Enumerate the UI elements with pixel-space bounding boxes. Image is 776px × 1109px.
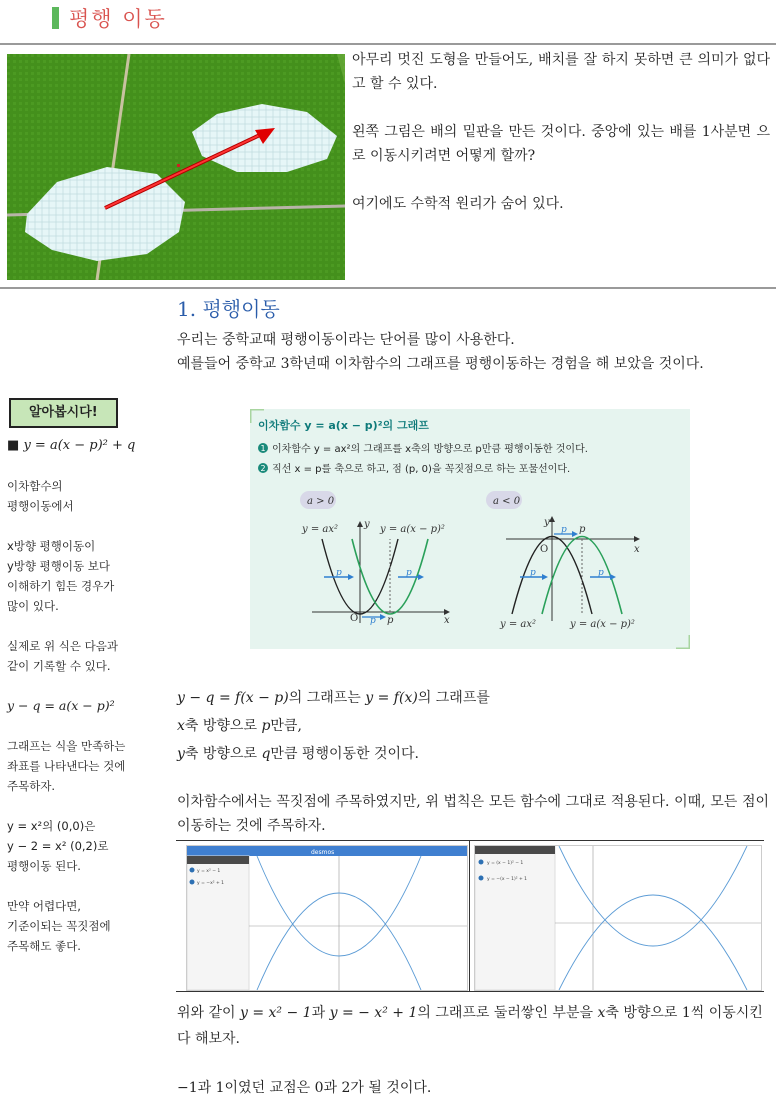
sidebar-note-text: 만약 어렵다면, 기준이되는 꼭짓점에 주목해도 좋다. [7,899,111,953]
sidebar-note-text: 그래프는 식을 만족하는 좌표를 나타낸다는 것에 주목하자. [7,739,126,793]
rule-text: 축 방향으로 [184,746,262,762]
hero-image [7,54,345,280]
rule-math: p [261,718,271,734]
sidebar-note-text: 실제로 위 식은 다음과 같이 기록할 수 있다. [7,639,118,673]
page-header [52,4,167,32]
rule-text: 의 그래프는 [288,690,366,706]
origin-label-left: O [350,613,359,624]
section-intro [177,328,769,376]
graph-screenshots [176,840,764,992]
screenshot-divider [469,841,470,991]
p-label-right: p [579,524,586,535]
paragraph-general-rule [177,790,769,838]
desmos-graph-shifted [475,846,761,990]
page-title: 평행 이동 [69,7,167,31]
shift-label: p [370,616,376,626]
intro-line: 우리는 중학교때 평행이동이라는 단어를 많이 사용한다. [177,332,515,348]
x-axis-label-left: x [444,615,450,626]
y-axis-label-right: y [544,517,550,528]
hero-paragraph: 아무리 멋진 도형을 만들어도, 배치를 잘 하지 못하면 큰 의미가 없다고 할 수 있다. [352,52,770,92]
rule-text: 의 그래프를 [417,690,490,706]
paragraph-text: 위와 같이 [177,1005,240,1021]
sidebar-badge: 알아봅시다! [9,398,118,428]
expression-1: y = x² − 1 [197,869,221,874]
x-axis-label-right: x [634,544,640,555]
sidebar-formula-row [7,436,155,456]
label-axp-left: y = a(x − p)² [380,524,445,535]
case-left-label: a > 0 [307,496,335,507]
svg-text:1: 1 [260,444,266,453]
shift-label: p [336,568,342,578]
rule-math: y − q = f(x − p) [177,690,289,706]
sidebar-note-text: y = x²의 (0,0)은 y − 2 = x² (0,2)로 평행이동 된다. [7,819,109,873]
section-divider [0,287,776,289]
paragraph-text: 의 그래프로 둘러쌓인 부분을 [417,1005,598,1021]
shift-label: p [530,568,536,578]
hero-paragraph: 여기에도 수학적 원리가 숨어 있다. [352,196,564,212]
paragraph-text: 이차함수에서는 꼭짓점에 주목하였지만, 위 법칙은 모든 함수에 그대로 적용된다. 이때, 모든 점이 이동하는 것에 주목하자. [177,794,769,834]
rule-text: 축 방향으로 [184,718,262,734]
graph-screenshot-shifted [474,845,762,991]
inline-math: x [597,1005,606,1021]
hero-intro-text [352,48,770,240]
paragraph-text: −1과 1이였던 교점은 0과 2가 될 것이다. [177,1080,432,1096]
origin-label-right: O [540,544,549,555]
label-ax2-right: y = ax² [500,619,536,630]
intro-line: 예를들어 중학교 3학년때 이차함수의 그래프를 평행이동하는 경험을 해 보았을 것이다. [177,356,704,372]
translation-rule [177,684,769,768]
inline-math: y = x² − 1 [240,1005,312,1021]
paragraph-conclusion [177,1076,769,1100]
ship-floor-illustration [7,54,345,280]
rule-math: q [261,746,271,762]
hero-paragraph: 왼쪽 그림은 배의 밑판을 만든 것이다. 중앙에 있는 배를 1사분면 으로 이동시키려면 어떻게 할까? [352,124,770,164]
rule-math: x [177,718,185,734]
section-title: 1. 평행이동 [177,297,280,321]
sidebar-formula-shift: y − q = a(x − p)² [7,698,115,713]
desmos-graph-original [187,846,467,990]
rule-math: y [177,746,185,762]
p-label-left: p [387,615,394,626]
header-divider [0,43,776,45]
paragraph-text: 축 방향으로 1씩 이동시킨다 해보자. [177,1005,763,1047]
rule-text: 만큼 평행이동한 것이다. [270,746,420,762]
square-bullet-icon: ■ [7,438,20,453]
svg-text:2: 2 [260,464,266,473]
figure-item-2: 직선 x = p를 축으로 하고, 점 (p, 0)을 꼭짓점으로 하는 포물선이다. [272,464,571,475]
sidebar-note-text: x방향 평행이동이 y방향 평행이동 보다 이해하기 힘든 경우가 많이 있다. [7,539,115,613]
case-right-label: a < 0 [493,496,521,507]
expression-2: y = −x² + 1 [197,881,225,886]
shift-label: p [406,568,412,578]
figure-item-1: 이차함수 y = ax²의 그래프를 x축의 방향으로 p만큼 평행이동한 것이다. [272,444,588,455]
paragraph-exercise [177,1000,769,1052]
app-title: desmos [311,849,335,856]
expression-4: y = −(x − 1)² + 1 [487,877,528,882]
label-ax2-left: y = ax² [302,524,338,535]
sidebar-formula: y = a(x − p)² + q [23,438,136,453]
shift-label: p [598,568,604,578]
inline-math: y = − x² + 1 [329,1005,418,1021]
y-axis-label-left: y [364,519,370,530]
expression-3: y = (x − 1)² − 1 [487,861,524,866]
rule-text: 만큼, [270,718,302,734]
textbook-figure [250,409,690,649]
quadratic-translation-figure [250,409,690,649]
figure-heading: 이차함수 y = a(x − p)²의 그래프 [258,419,429,432]
label-axp-right: y = a(x − p)² [570,619,635,630]
header-accent-bar [52,7,59,29]
sidebar-note [7,398,155,976]
graph-screenshot-original [186,845,468,991]
sidebar-note-text: 이차함수의 평행이동에서 [7,479,74,513]
rule-math: y = f(x) [365,690,418,706]
paragraph-text: 과 [311,1005,330,1021]
shift-label: p [561,525,567,535]
